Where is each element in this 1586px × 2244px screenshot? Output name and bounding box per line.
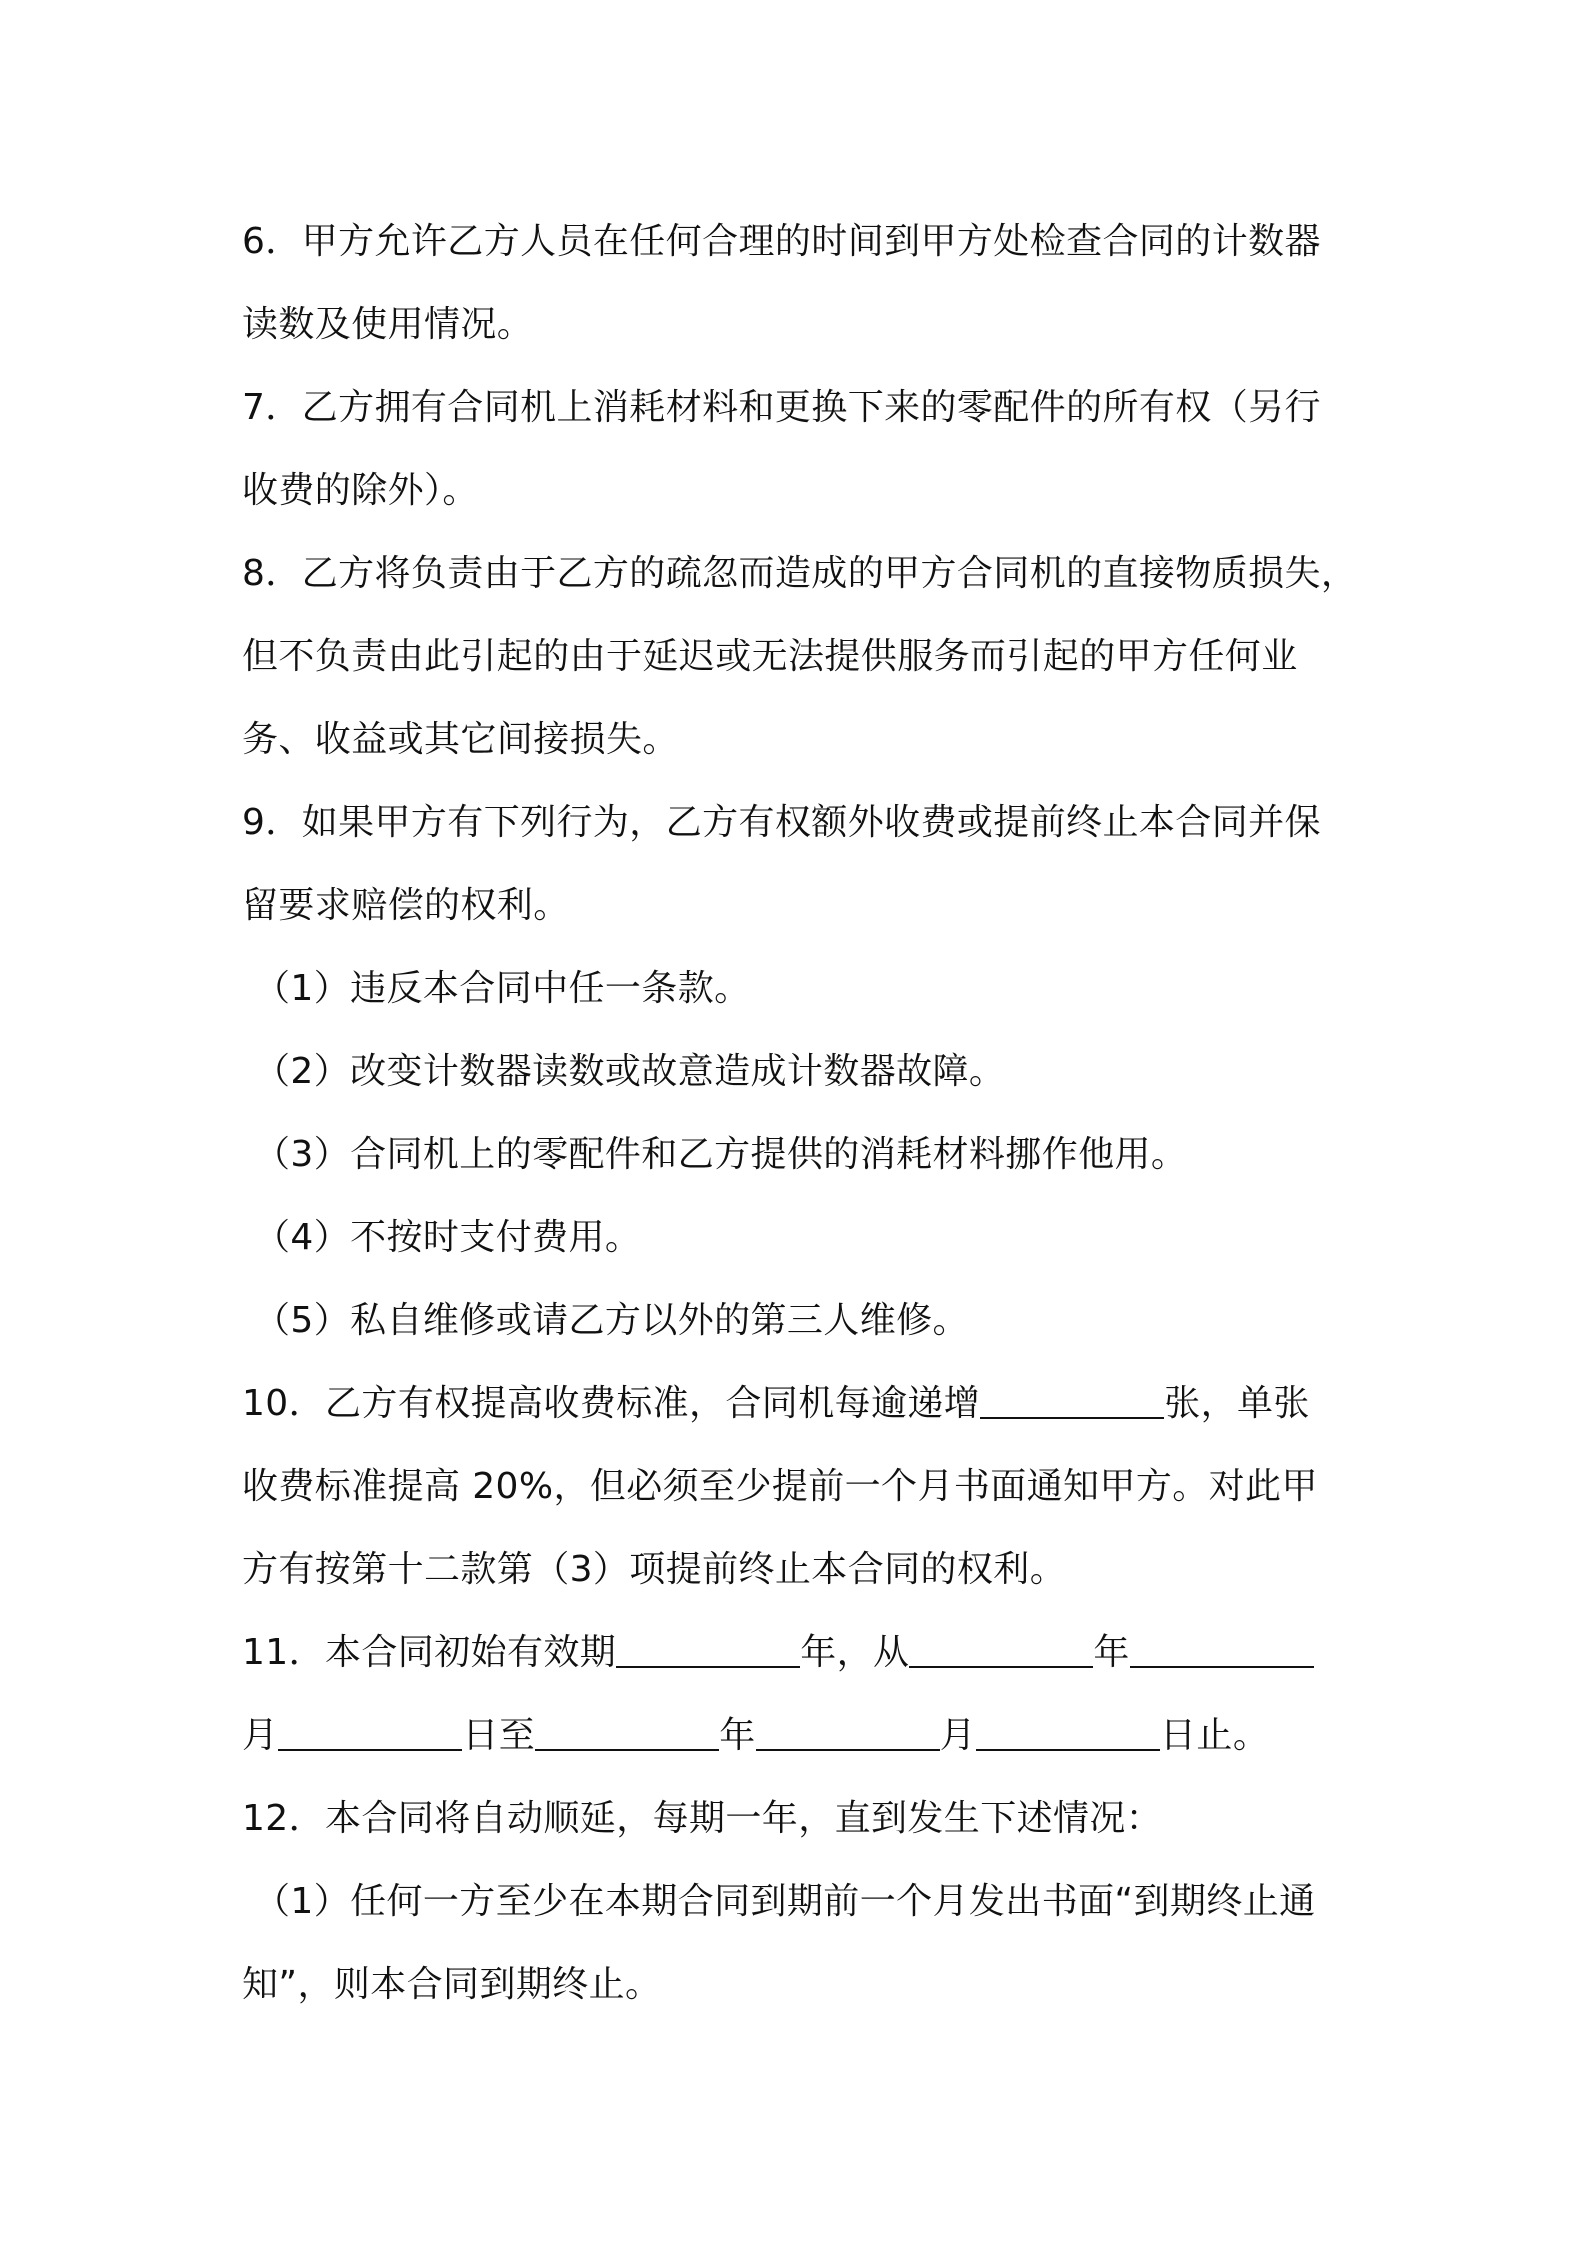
clause-8-line-2: 但不负责由此引起的由于延迟或无法提供服务而引起的甲方任何业	[242, 636, 1298, 677]
clause-9	[242, 781, 1362, 1362]
blank-end-month[interactable]	[756, 1713, 940, 1751]
clause-10-text-b: 张，单张	[1164, 1383, 1310, 1424]
clause-11-line-1	[242, 1611, 1362, 1694]
clause-12-item-1-line-1: （1）任何一方至少在本期合同到期前一个月发出书面“到期终止通	[254, 1881, 1316, 1922]
clause-12-line-1: 12．本合同将自动顺延，每期一年，直到发生下述情况：	[242, 1798, 1163, 1839]
clause-9-item-1: （1）违反本合同中任一条款。	[254, 968, 751, 1009]
clause-9-line-2: 留要求赔偿的权利。	[242, 885, 570, 926]
blank-increment-count[interactable]	[980, 1381, 1164, 1419]
clause-9-line-1: 9．如果甲方有下列行为，乙方有权额外收费或提前终止本合同并保	[242, 802, 1321, 843]
clause-11-text-f: 年	[719, 1715, 756, 1756]
clause-6	[242, 200, 1362, 366]
clause-10-line-2: 收费标准提高 20%，但必须至少提前一个月书面通知甲方。对此甲	[242, 1466, 1318, 1507]
clause-10-line-3: 方有按第十二款第（3）项提前终止本合同的权利。	[242, 1549, 1067, 1590]
blank-start-day[interactable]	[278, 1713, 462, 1751]
clause-8-line-1: 8．乙方将负责由于乙方的疏忽而造成的甲方合同机的直接物质损失，	[242, 553, 1358, 594]
blank-start-year[interactable]	[909, 1630, 1093, 1668]
clause-6-line-2: 读数及使用情况。	[242, 304, 534, 345]
clause-12-item-1-line-2: 知”，则本合同到期终止。	[242, 1964, 662, 2005]
clause-9-item-4: （4）不按时支付费用。	[254, 1217, 642, 1258]
blank-end-day[interactable]	[976, 1713, 1160, 1751]
blank-end-year[interactable]	[535, 1713, 719, 1751]
clause-11-text-b: 年，从	[800, 1632, 910, 1673]
clause-8-line-3: 务、收益或其它间接损失。	[242, 719, 679, 760]
blank-start-month[interactable]	[1130, 1630, 1314, 1668]
blank-term-years[interactable]	[616, 1630, 800, 1668]
clause-12	[242, 1777, 1362, 2026]
clause-11-text-h: 日止。	[1160, 1715, 1270, 1756]
clause-11-text-e: 日至	[462, 1715, 536, 1756]
clause-6-line-1: 6．甲方允许乙方人员在任何合理的时间到甲方处检查合同的计数器	[242, 221, 1321, 262]
clause-11-line-2	[242, 1694, 1362, 1777]
clause-10	[242, 1362, 1362, 1611]
contract-text	[242, 200, 1362, 2026]
clause-9-item-5: （5）私自维修或请乙方以外的第三人维修。	[254, 1300, 969, 1341]
clause-10-line-1	[242, 1362, 1362, 1445]
clause-7-line-1: 7．乙方拥有合同机上消耗材料和更换下来的零配件的所有权（另行	[242, 387, 1321, 428]
clause-8	[242, 532, 1362, 781]
clause-11	[242, 1611, 1362, 1777]
clause-9-item-2: （2）改变计数器读数或故意造成计数器故障。	[254, 1051, 1006, 1092]
clause-9-item-3: （3）合同机上的零配件和乙方提供的消耗材料挪作他用。	[254, 1134, 1188, 1175]
clause-10-text-a: 10．乙方有权提高收费标准，合同机每逾递增	[242, 1383, 981, 1424]
clause-7-line-2: 收费的除外）。	[242, 470, 479, 511]
clause-11-text-c: 年	[1093, 1632, 1130, 1673]
clause-11-text-g: 月	[939, 1715, 977, 1756]
clause-11-text-d: 月	[242, 1715, 279, 1756]
clause-7	[242, 366, 1362, 532]
clause-11-text-a: 11．本合同初始有效期	[242, 1632, 617, 1673]
